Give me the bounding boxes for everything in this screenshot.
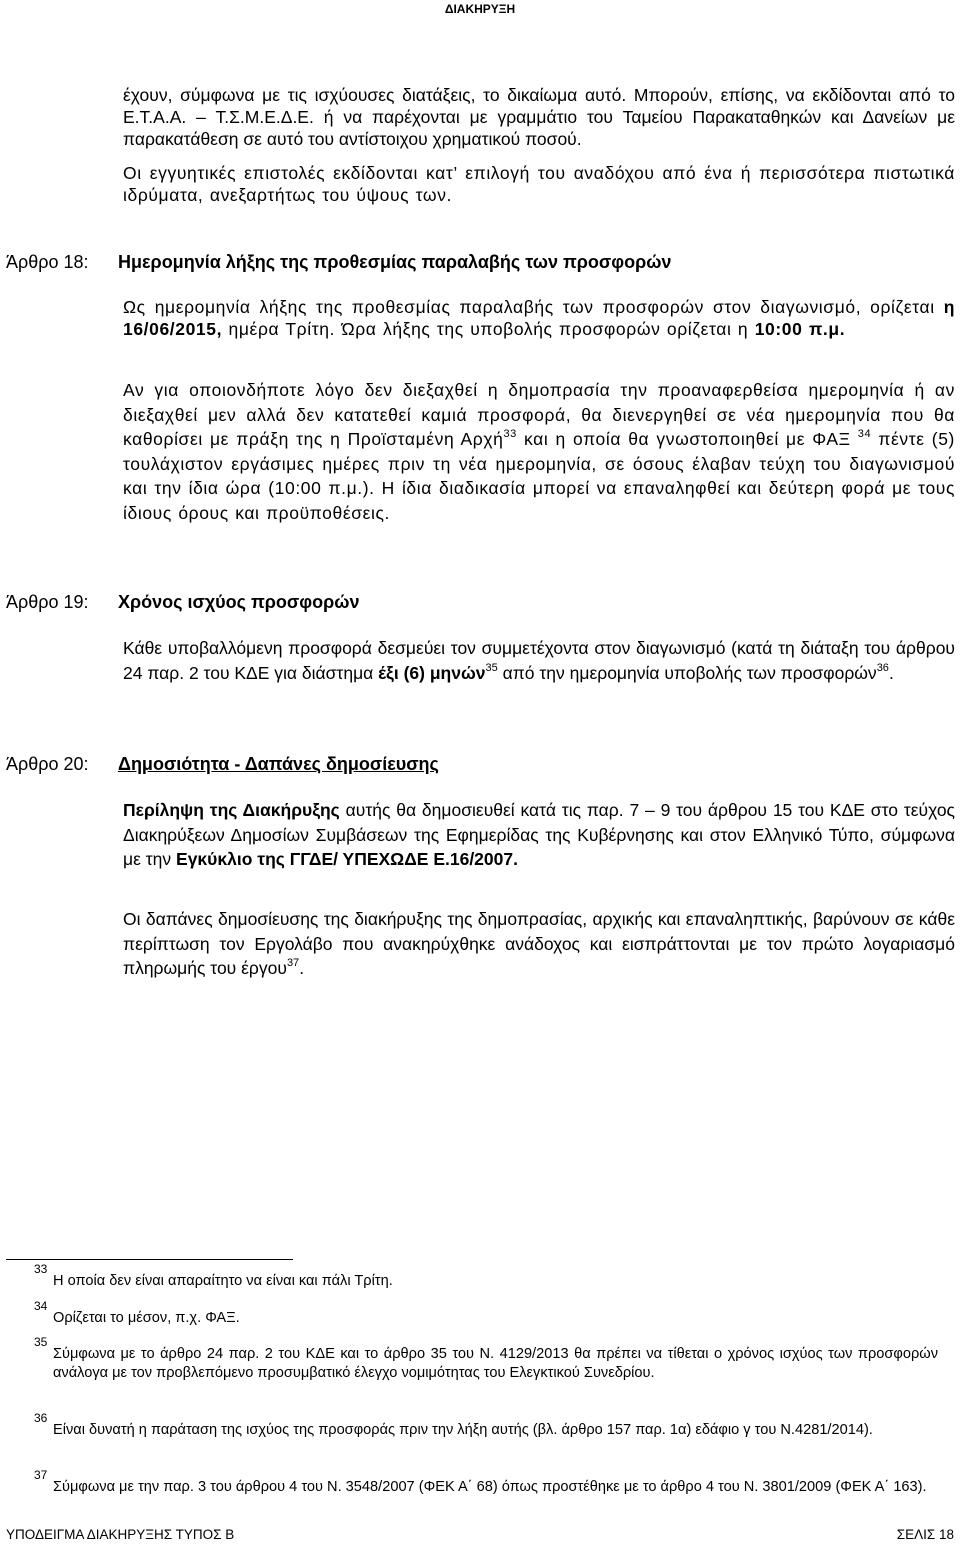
article-18-paragraph-1 [123,296,955,340]
article-20-title: Δημοσιότητα - Δαπάνες δημοσίευσης [118,754,439,774]
a20-circular-ref: Εγκύκλιο της ΓΓΔΕ/ ΥΠΕΧΩΔΕ Ε.16/2007. [176,849,518,869]
article-18-title: Ημερομηνία λήξης της προθεσμίας παραλαβής των προσφορών [118,252,672,272]
intro-paragraph-2: Οι εγγυητικές επιστολές εκδίδονται κατ’ επιλογή του αναδόχου από ένα ή περισσότερα πιστωτικά ιδρύματα, ανεξαρτήτως του ύψους των. [123,163,955,205]
a19-text-c: . [888,662,894,683]
a20-p1-text-a: αυτής θα δημοσιευθεί κατά τις παρ. 7 – 9 του άρθρου 15 του ΚΔΕ στο τεύχος Διακηρύξεων Δημοσίων Συμβάσεων της Εφημερίδας της Κυβέρνησης και στον Ελληνικό Τύπο, σύμφωνα με την [123,800,955,869]
footnote-ref-34[interactable]: 34 [857,428,872,440]
a19-period: έξι (6) μηνών [378,662,486,683]
a18-p2-text-c: πέντε (5) τουλάχιστον εργάσιμες ημέρες πριν τη νέα ημερομηνία, σε όσους έλαβαν τεύχη του διαγωνισμού και την ίδια ώρα (10:00 π.μ.). Η ίδια διαδικασία μπορεί να επαναληφθεί και δεύτερη φορά με τους ίδιους όρους και προϋποθέσεις. [123,429,955,523]
footnote-33-number: 33 [34,1262,48,1276]
a18-deadline-time: 10:00 π.μ. [754,319,846,339]
article-20-paragraph-1 [123,798,955,872]
footnote-33-text: Η οποία δεν είναι απαραίτητο να είναι και πάλι Τρίτη. [53,1273,393,1289]
a18-p2-text-b: και η οποία θα γνωστοποιηθεί με ΦΑΞ [516,429,858,449]
footnote-36-number: 36 [34,1411,48,1425]
footnote-36 [34,1411,938,1440]
article-19-title: Χρόνος ισχύος προσφορών [118,592,360,612]
footnote-35-number: 35 [34,1335,48,1349]
article-19-number: Άρθρο 19: [6,592,89,612]
footnote-37-text: Σύμφωνα με την παρ. 3 του άρθρου 4 του Ν. 3548/2007 (ΦΕΚ Α΄ 68) όπως προστέθηκε με το άρθρο 4 του Ν. 3801/2009 (ΦΕΚ Α΄ 163). [53,1479,927,1495]
footnote-34-number: 34 [34,1299,48,1313]
article-18-paragraph-2 [123,378,955,525]
footnote-35 [34,1335,938,1383]
footnote-34-text: Ορίζεται το μέσον, π.χ. ΦΑΞ. [53,1310,240,1326]
footnote-37-number: 37 [34,1468,48,1482]
footnote-33 [34,1262,938,1291]
a18-p1-text-b: ημέρα Τρίτη. Ώρα λήξης της υποβολής προσφορών ορίζεται η [222,319,755,339]
footnote-separator [6,1259,293,1260]
a20-summary-label: Περίληψη της Διακήρυξης [123,800,340,820]
article-18-number: Άρθρο 18: [6,252,89,272]
a20-p2-text-a: Οι δαπάνες δημοσίευσης της διακήρυξης της δημοπρασίας, αρχικής και επαναληπτικής, βαρύνουν σε κάθε περίπτωση τον Εργολάβο που ανακηρύχθηκε ανάδοχος και εισπράττονται με τον πρώτο λογαριασμό πληρωμής του έργου [123,909,955,978]
footnote-37 [34,1468,938,1497]
article-20-number: Άρθρο 20: [6,754,89,774]
a20-p2-text-b: . [299,958,305,978]
footnote-ref-37[interactable]: 37 [286,957,300,969]
document-header: ΔΙΑΚΗΡΥΞΗ [444,2,516,16]
a18-p2-text-a: Αν για οποιονδήποτε λόγο δεν διεξαχθεί η δημοπρασία την προαναφερθείσα ημερομηνία ή αν διεξαχθεί μεν αλλά δεν κατατεθεί καμιά προσφορά, θα διενεργηθεί σε νέα ημερομηνία που θα καθορίσει με πράξη της η Προϊσταμένη Αρχή [123,380,955,449]
a19-text-b: από την ημερομηνία υποβολής των προσφορών [497,662,877,683]
footnote-ref-36[interactable]: 36 [876,661,889,674]
intro-paragraph-1: έχουν, σύμφωνα με τις ισχύουσες διατάξεις, το δικαίωμα αυτό. Μπορούν, επίσης, να εκδίδονται από το Ε.Τ.Α.Α. – Τ.Σ.Μ.Ε.Δ.Ε. ή να παρέχονται με γραμμάτιο του Ταμείου Παρακαταθηκών και Δανείων με παρακατάθεση σε αυτό του αντίστοιχου χρηματικού ποσού. [123,85,955,149]
a18-p1-text-a: Ως ημερομηνία λήξης της προθεσμίας παραλαβής των προσφορών στον διαγωνισμό, ορίζεται [123,297,944,317]
article-19-paragraph [123,636,955,685]
a18-deadline-date: η 16/06/2015, [123,297,955,339]
article-20-paragraph-2 [123,907,955,981]
footer-document-type: ΥΠΟΔΕΙΓΜΑ ΔΙΑΚΗΡΥΞΗΣ ΤΥΠΟΣ Β [6,1527,235,1542]
footnote-36-text: Είναι δυνατή η παράταση της ισχύος της προσφοράς πριν την λήξη αυτής (βλ. άρθρο 157 παρ. 1α) εδάφιο γ του Ν.4281/2014). [53,1422,873,1438]
a19-text-a: Κάθε υποβαλλόμενη προσφορά δεσμεύει τον συμμετέχοντα στον διαγωνισμό (κατά τη διάταξη του άρθρου 24 παρ. 2 του ΚΔΕ για διάστημα [123,638,955,683]
footnote-ref-33[interactable]: 33 [503,428,517,440]
footnote-ref-35[interactable]: 35 [485,661,498,674]
footnote-34 [34,1299,938,1328]
footer-page-number: ΣΕΛΙΣ 18 [896,1527,954,1542]
footnote-35-text: Σύμφωνα με το άρθρο 24 παρ. 2 του ΚΔΕ και το άρθρο 35 του Ν. 4129/2013 θα πρέπει να τίθεται ο χρόνος ισχύος των προσφορών ανάλογα με τον προβλεπόμενο προσυμβατικό έλεγχο νομιμότητας του Ελεγκτικού Συνεδρίου. [53,1346,938,1381]
